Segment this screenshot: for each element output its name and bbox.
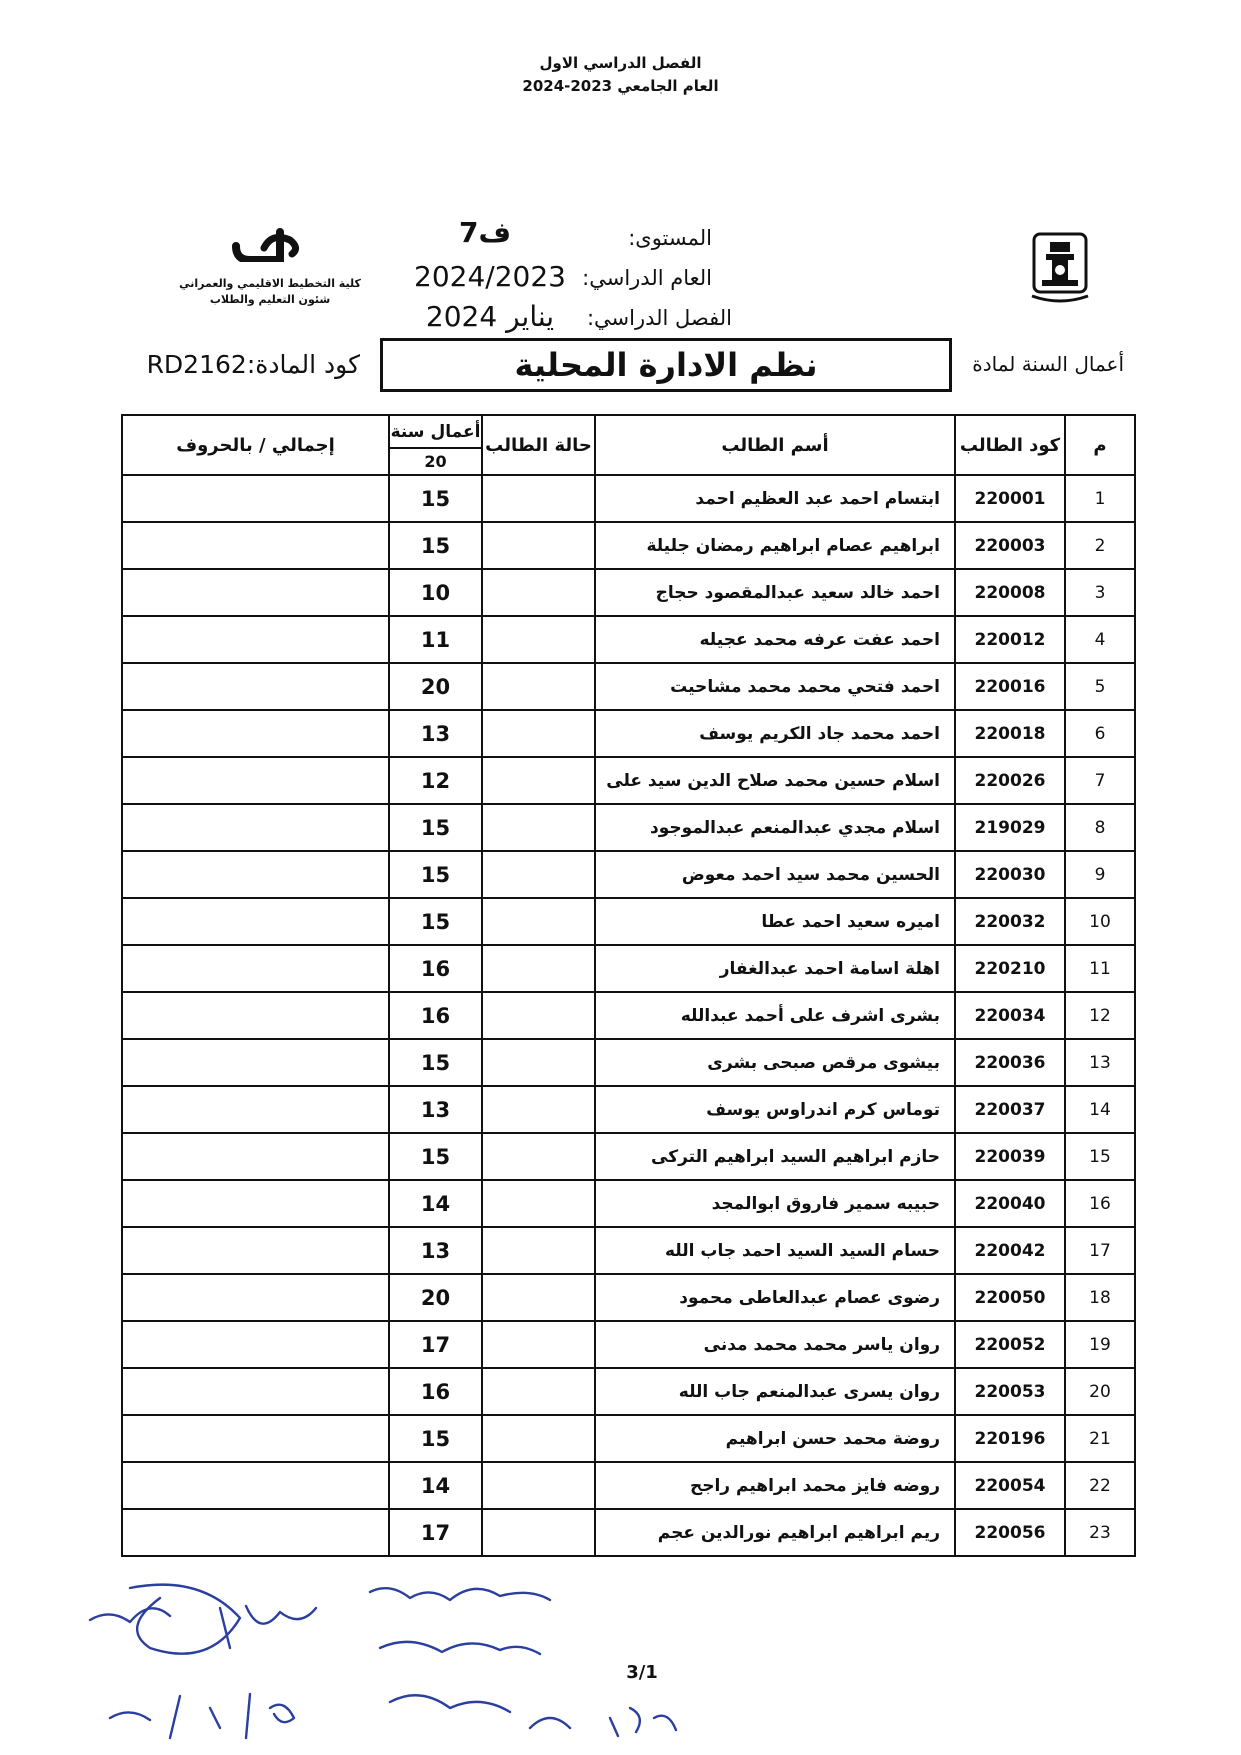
row-student-name: ابتسام احمد عبد العظيم احمد bbox=[595, 475, 955, 522]
semester-title: الفصل الدراسي الاول bbox=[539, 54, 702, 72]
row-student-status bbox=[482, 569, 595, 616]
row-student-name: روان ياسر محمد محمد مدنى bbox=[595, 1321, 955, 1368]
row-student-name: الحسين محمد سيد احمد معوض bbox=[595, 851, 955, 898]
row-total-words bbox=[122, 1509, 389, 1556]
row-num: 5 bbox=[1065, 663, 1135, 710]
row-num: 17 bbox=[1065, 1227, 1135, 1274]
row-total-words bbox=[122, 757, 389, 804]
faculty-name: كلية التخطيط الاقليمي والعمراني bbox=[179, 277, 361, 290]
row-student-code: 220042 bbox=[955, 1227, 1065, 1274]
table-row bbox=[122, 1462, 1135, 1509]
table-row bbox=[122, 757, 1135, 804]
row-score: 13 bbox=[389, 1227, 482, 1274]
row-student-name: روضة محمد حسن ابراهيم bbox=[595, 1415, 955, 1462]
row-num: 16 bbox=[1065, 1180, 1135, 1227]
row-student-name: توماس كرم اندراوس يوسف bbox=[595, 1086, 955, 1133]
row-student-name: احمد فتحي محمد محمد مشاحيت bbox=[595, 663, 955, 710]
row-student-status bbox=[482, 1039, 595, 1086]
row-student-code: 220196 bbox=[955, 1415, 1065, 1462]
row-total-words bbox=[122, 616, 389, 663]
row-total-words bbox=[122, 1321, 389, 1368]
year-value: 2024/2023 bbox=[414, 260, 566, 293]
row-student-code: 220030 bbox=[955, 851, 1065, 898]
row-student-name: ابراهيم عصام ابراهيم رمضان جليلة bbox=[595, 522, 955, 569]
row-total-words bbox=[122, 663, 389, 710]
row-total-words bbox=[122, 475, 389, 522]
row-student-status bbox=[482, 616, 595, 663]
row-score: 15 bbox=[389, 522, 482, 569]
university-emblem bbox=[1026, 230, 1094, 304]
row-num: 18 bbox=[1065, 1274, 1135, 1321]
row-student-name: حازم ابراهيم السيد ابراهيم التركى bbox=[595, 1133, 955, 1180]
row-score: 16 bbox=[389, 945, 482, 992]
table-row bbox=[122, 663, 1135, 710]
row-student-status bbox=[482, 1321, 595, 1368]
row-student-code: 220016 bbox=[955, 663, 1065, 710]
row-total-words bbox=[122, 945, 389, 992]
row-student-status bbox=[482, 1133, 595, 1180]
row-student-status bbox=[482, 1227, 595, 1274]
row-num: 7 bbox=[1065, 757, 1135, 804]
year-label: العام الدراسي: bbox=[582, 266, 712, 290]
row-total-words bbox=[122, 1180, 389, 1227]
row-student-name: بشرى اشرف على أحمد عبدالله bbox=[595, 992, 955, 1039]
term-label: الفصل الدراسي: bbox=[586, 306, 732, 330]
table-header-row bbox=[122, 415, 1135, 448]
row-student-status bbox=[482, 663, 595, 710]
row-num: 1 bbox=[1065, 475, 1135, 522]
term-value: يناير 2024 bbox=[425, 300, 555, 333]
row-student-status bbox=[482, 757, 595, 804]
row-student-code: 220210 bbox=[955, 945, 1065, 992]
header-status: حالة الطالب bbox=[482, 415, 595, 475]
row-student-code: 220001 bbox=[955, 475, 1065, 522]
row-total-words bbox=[122, 851, 389, 898]
header-total: إجمالي / بالحروف bbox=[122, 415, 389, 475]
row-student-code: 220032 bbox=[955, 898, 1065, 945]
row-student-code: 220018 bbox=[955, 710, 1065, 757]
header-score-max: 20 bbox=[389, 448, 482, 475]
row-student-status bbox=[482, 1274, 595, 1321]
row-total-words bbox=[122, 1415, 389, 1462]
row-num: 21 bbox=[1065, 1415, 1135, 1462]
row-num: 8 bbox=[1065, 804, 1135, 851]
row-student-status bbox=[482, 1180, 595, 1227]
page-number: 3/1 bbox=[626, 1662, 658, 1683]
document-header bbox=[0, 52, 1241, 98]
level-value: ف7 bbox=[458, 216, 511, 249]
table-row bbox=[122, 1039, 1135, 1086]
row-student-status bbox=[482, 851, 595, 898]
row-score: 15 bbox=[389, 1415, 482, 1462]
row-score: 15 bbox=[389, 851, 482, 898]
row-num: 15 bbox=[1065, 1133, 1135, 1180]
row-num: 14 bbox=[1065, 1086, 1135, 1133]
table-row bbox=[122, 616, 1135, 663]
row-total-words bbox=[122, 992, 389, 1039]
row-score: 16 bbox=[389, 1368, 482, 1415]
row-student-status bbox=[482, 804, 595, 851]
row-score: 13 bbox=[389, 710, 482, 757]
row-student-status bbox=[482, 992, 595, 1039]
coursework-label: أعمال السنة لمادة bbox=[972, 352, 1124, 376]
subject-name: نظم الادارة المحلية bbox=[514, 346, 818, 384]
row-student-code: 220052 bbox=[955, 1321, 1065, 1368]
row-score: 12 bbox=[389, 757, 482, 804]
table-row bbox=[122, 1227, 1135, 1274]
row-student-code: 220037 bbox=[955, 1086, 1065, 1133]
row-student-code: 220056 bbox=[955, 1509, 1065, 1556]
row-total-words bbox=[122, 1039, 389, 1086]
academic-year-title: العام الجامعي 2023-2024 bbox=[522, 77, 719, 95]
faculty-logo bbox=[232, 228, 302, 262]
row-student-code: 219029 bbox=[955, 804, 1065, 851]
row-student-name: ريم ابراهيم ابراهيم نورالدين عجم bbox=[595, 1509, 955, 1556]
header-num: م bbox=[1065, 415, 1135, 475]
header-name: أسم الطالب bbox=[595, 415, 955, 475]
row-score: 16 bbox=[389, 992, 482, 1039]
faculty-department: شئون التعليم والطلاب bbox=[209, 293, 331, 306]
row-student-code: 220008 bbox=[955, 569, 1065, 616]
row-student-name: رضوى عصام عبدالعاطى محمود bbox=[595, 1274, 955, 1321]
row-num: 19 bbox=[1065, 1321, 1135, 1368]
grades-table bbox=[121, 414, 1136, 1557]
table-row bbox=[122, 522, 1135, 569]
row-num: 10 bbox=[1065, 898, 1135, 945]
table-row bbox=[122, 569, 1135, 616]
row-student-status bbox=[482, 522, 595, 569]
row-student-code: 220054 bbox=[955, 1462, 1065, 1509]
row-student-name: احمد محمد جاد الكريم يوسف bbox=[595, 710, 955, 757]
row-student-name: احمد خالد سعيد عبدالمقصود حجاج bbox=[595, 569, 955, 616]
row-num: 23 bbox=[1065, 1509, 1135, 1556]
row-score: 13 bbox=[389, 1086, 482, 1133]
row-student-status bbox=[482, 1509, 595, 1556]
grade-rows bbox=[122, 475, 1135, 1556]
row-num: 20 bbox=[1065, 1368, 1135, 1415]
row-score: 15 bbox=[389, 804, 482, 851]
table-row bbox=[122, 851, 1135, 898]
row-student-status bbox=[482, 710, 595, 757]
row-num: 3 bbox=[1065, 569, 1135, 616]
row-student-status bbox=[482, 1086, 595, 1133]
table-row bbox=[122, 992, 1135, 1039]
row-total-words bbox=[122, 1133, 389, 1180]
row-student-name: بيشوى مرقص صبحى بشرى bbox=[595, 1039, 955, 1086]
row-student-code: 220012 bbox=[955, 616, 1065, 663]
row-student-name: اسلام مجدي عبدالمنعم عبدالموجود bbox=[595, 804, 955, 851]
row-score: 15 bbox=[389, 1133, 482, 1180]
row-student-status bbox=[482, 475, 595, 522]
row-score: 17 bbox=[389, 1321, 482, 1368]
row-student-name: حبيبه سمير فاروق ابوالمجد bbox=[595, 1180, 955, 1227]
table-row bbox=[122, 1368, 1135, 1415]
table-row bbox=[122, 804, 1135, 851]
row-student-name: روان يسرى عبدالمنعم جاب الله bbox=[595, 1368, 955, 1415]
table-row bbox=[122, 710, 1135, 757]
table-row bbox=[122, 898, 1135, 945]
row-num: 2 bbox=[1065, 522, 1135, 569]
row-student-status bbox=[482, 898, 595, 945]
row-num: 22 bbox=[1065, 1462, 1135, 1509]
row-num: 9 bbox=[1065, 851, 1135, 898]
row-student-code: 220039 bbox=[955, 1133, 1065, 1180]
row-num: 12 bbox=[1065, 992, 1135, 1039]
row-score: 17 bbox=[389, 1509, 482, 1556]
row-student-code: 220003 bbox=[955, 522, 1065, 569]
table-row bbox=[122, 1321, 1135, 1368]
row-total-words bbox=[122, 804, 389, 851]
row-num: 13 bbox=[1065, 1039, 1135, 1086]
row-total-words bbox=[122, 569, 389, 616]
row-total-words bbox=[122, 898, 389, 945]
row-total-words bbox=[122, 1462, 389, 1509]
row-student-code: 220026 bbox=[955, 757, 1065, 804]
row-student-code: 220053 bbox=[955, 1368, 1065, 1415]
row-student-code: 220034 bbox=[955, 992, 1065, 1039]
row-student-name: حسام السيد السيد احمد جاب الله bbox=[595, 1227, 955, 1274]
header-score: أعمال سنة bbox=[389, 415, 482, 448]
row-score: 20 bbox=[389, 1274, 482, 1321]
row-num: 11 bbox=[1065, 945, 1135, 992]
row-student-name: اميره سعيد احمد عطا bbox=[595, 898, 955, 945]
faculty-text bbox=[175, 276, 365, 308]
row-student-status bbox=[482, 945, 595, 992]
row-score: 11 bbox=[389, 616, 482, 663]
row-score: 10 bbox=[389, 569, 482, 616]
row-score: 15 bbox=[389, 475, 482, 522]
row-student-code: 220036 bbox=[955, 1039, 1065, 1086]
row-student-status bbox=[482, 1415, 595, 1462]
header-code: كود الطالب bbox=[955, 415, 1065, 475]
table-row bbox=[122, 1274, 1135, 1321]
row-student-name: اسلام حسين محمد صلاح الدين سيد على bbox=[595, 757, 955, 804]
row-total-words bbox=[122, 1274, 389, 1321]
row-num: 6 bbox=[1065, 710, 1135, 757]
row-score: 14 bbox=[389, 1180, 482, 1227]
row-student-code: 220050 bbox=[955, 1274, 1065, 1321]
subject-box bbox=[380, 338, 952, 392]
row-student-status bbox=[482, 1368, 595, 1415]
row-num: 4 bbox=[1065, 616, 1135, 663]
course-code: كود المادة:RD2162 bbox=[146, 350, 360, 379]
table-row bbox=[122, 1086, 1135, 1133]
table-row bbox=[122, 1509, 1135, 1556]
row-total-words bbox=[122, 522, 389, 569]
handwritten-signatures bbox=[70, 1578, 710, 1748]
row-student-status bbox=[482, 1462, 595, 1509]
table-row bbox=[122, 1415, 1135, 1462]
row-total-words bbox=[122, 1368, 389, 1415]
row-score: 20 bbox=[389, 663, 482, 710]
row-student-name: احمد عفت عرفه محمد عجيله bbox=[595, 616, 955, 663]
table-row bbox=[122, 1133, 1135, 1180]
row-total-words bbox=[122, 1086, 389, 1133]
row-student-name: اهلة اسامة احمد عبدالغفار bbox=[595, 945, 955, 992]
row-total-words bbox=[122, 1227, 389, 1274]
row-score: 14 bbox=[389, 1462, 482, 1509]
row-total-words bbox=[122, 710, 389, 757]
row-score: 15 bbox=[389, 898, 482, 945]
row-student-code: 220040 bbox=[955, 1180, 1065, 1227]
table-row bbox=[122, 1180, 1135, 1227]
table-row bbox=[122, 945, 1135, 992]
row-score: 15 bbox=[389, 1039, 482, 1086]
row-student-name: روضه فايز محمد ابراهيم راجح bbox=[595, 1462, 955, 1509]
table-row bbox=[122, 475, 1135, 522]
level-label: المستوى: bbox=[628, 226, 712, 250]
